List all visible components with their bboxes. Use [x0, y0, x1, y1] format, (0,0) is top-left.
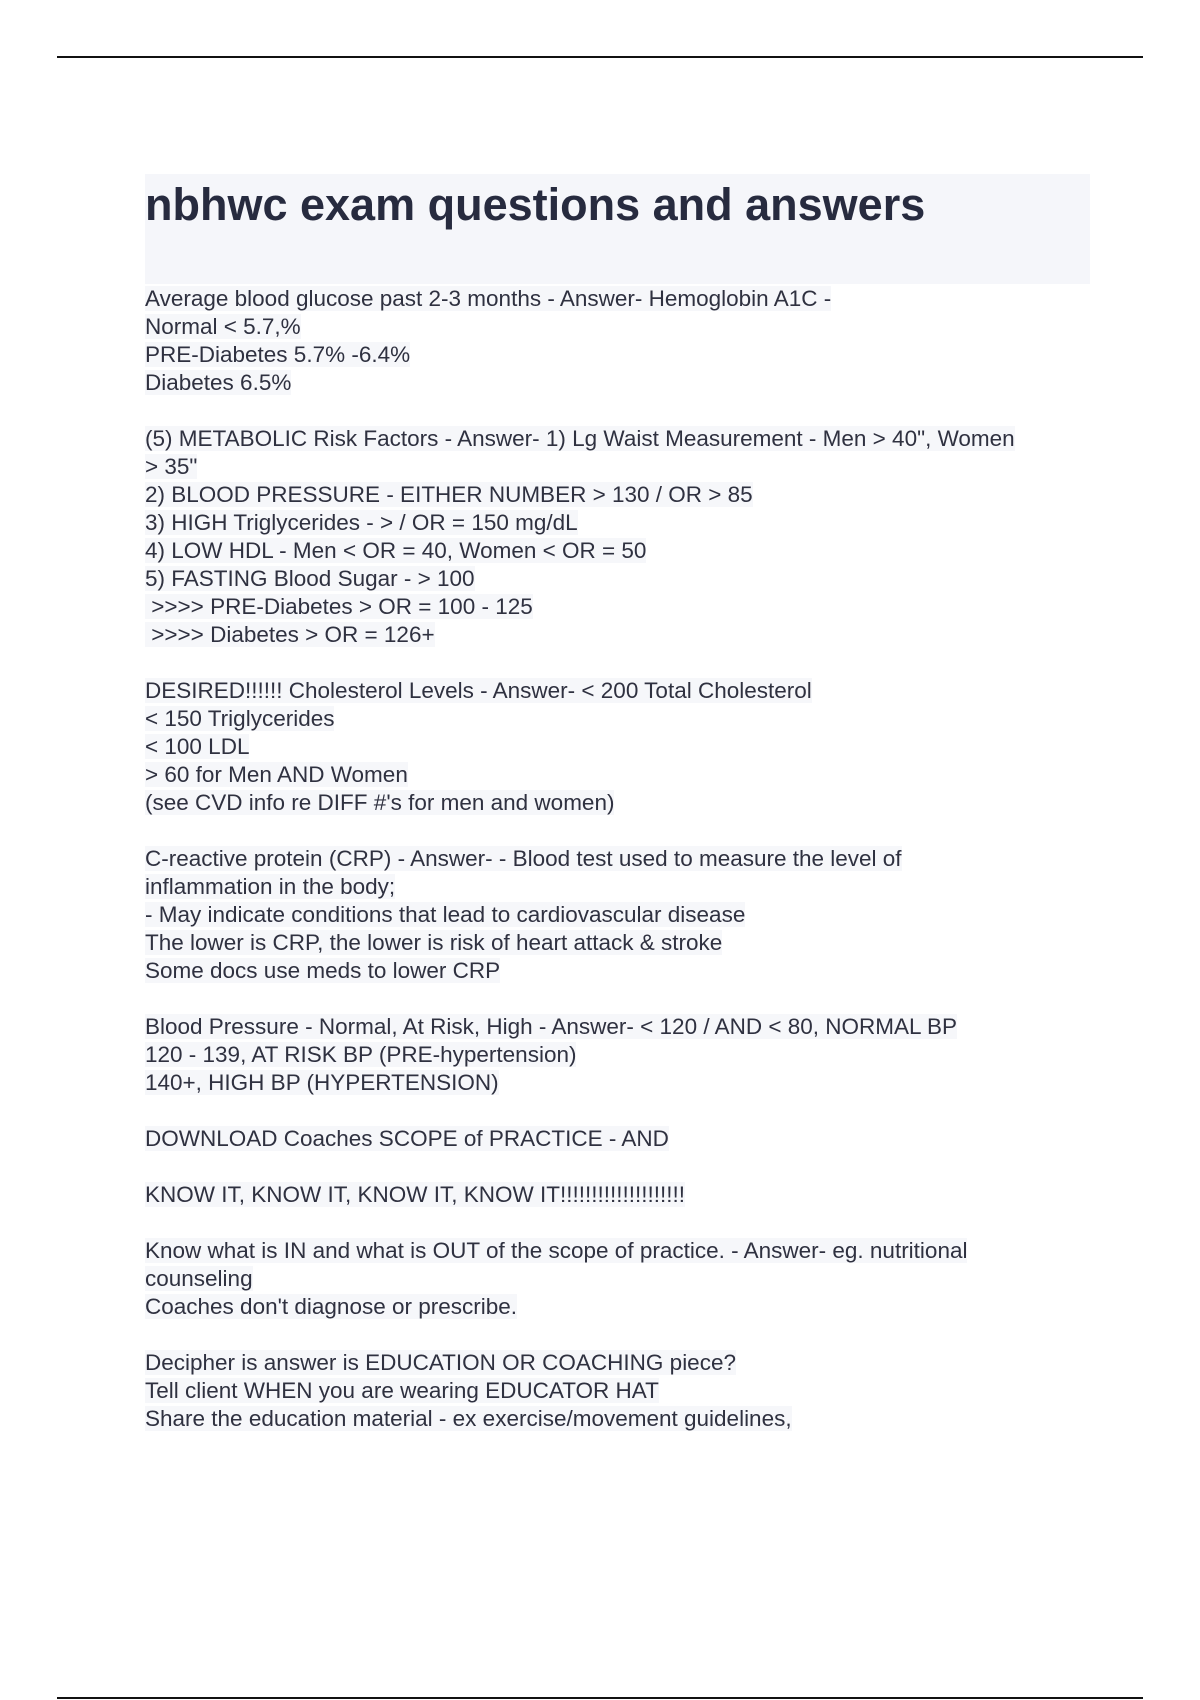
qa-line-text: > 60 for Men AND Women — [145, 762, 408, 787]
qa-line — [145, 1125, 1090, 1153]
qa-line — [145, 1405, 1090, 1433]
top-divider — [57, 56, 1143, 58]
qa-line — [145, 789, 1090, 817]
qa-line-text: C-reactive protein (CRP) - Answer- - Blood test used to measure the level of — [145, 846, 902, 871]
qa-line-text: Some docs use meds to lower CRP — [145, 958, 501, 983]
qa-line-text: Blood Pressure - Normal, At Risk, High - Answer- < 120 / AND < 80, NORMAL BP — [145, 1014, 957, 1039]
qa-line — [145, 873, 1090, 901]
qa-line — [145, 565, 1090, 593]
qa-line-text: The lower is CRP, the lower is risk of heart attack & stroke — [145, 930, 723, 955]
qa-line-text: Diabetes 6.5% — [145, 370, 292, 395]
qa-block — [145, 425, 1090, 649]
qa-line — [145, 929, 1090, 957]
qa-line — [145, 285, 1090, 313]
qa-line — [145, 1349, 1090, 1377]
qa-line — [145, 621, 1090, 649]
qa-line-text: 2) BLOOD PRESSURE - EITHER NUMBER > 130 / OR > 85 — [145, 482, 753, 507]
qa-list — [145, 285, 1090, 1433]
qa-line-text: counseling — [145, 1266, 253, 1291]
qa-line-text: Decipher is answer is EDUCATION OR COACHING piece? — [145, 1350, 736, 1375]
qa-line-text: (5) METABOLIC Risk Factors - Answer- 1) Lg Waist Measurement - Men > 40", Women — [145, 426, 1015, 451]
qa-line — [145, 1069, 1090, 1097]
qa-block — [145, 1181, 1090, 1209]
qa-line — [145, 957, 1090, 985]
qa-block — [145, 1349, 1090, 1433]
qa-line-text: KNOW IT, KNOW IT, KNOW IT, KNOW IT!!!!!!!!!!!!!!!!!!!! — [145, 1182, 686, 1207]
qa-line-text: 140+, HIGH BP (HYPERTENSION) — [145, 1070, 499, 1095]
qa-line-text: Tell client WHEN you are wearing EDUCATOR HAT — [145, 1378, 659, 1403]
qa-block — [145, 1013, 1090, 1097]
qa-line-text: Average blood glucose past 2-3 months - Answer- Hemoglobin A1C - — [145, 286, 832, 311]
qa-line — [145, 1237, 1090, 1265]
qa-line-text: Know what is IN and what is OUT of the scope of practice. - Answer- eg. nutritional — [145, 1238, 968, 1263]
qa-line-text: 4) LOW HDL - Men < OR = 40, Women < OR = 50 — [145, 538, 647, 563]
qa-line-text: Share the education material - ex exercise/movement guidelines, — [145, 1406, 792, 1431]
qa-line-text: >>>> PRE-Diabetes > OR = 100 - 125 — [145, 594, 533, 619]
qa-line-text: DESIRED!!!!!! Cholesterol Levels - Answer- < 200 Total Cholesterol — [145, 678, 812, 703]
qa-line — [145, 509, 1090, 537]
qa-line — [145, 901, 1090, 929]
qa-line — [145, 1181, 1090, 1209]
qa-line — [145, 481, 1090, 509]
qa-line — [145, 761, 1090, 789]
qa-line-text: 5) FASTING Blood Sugar - > 100 — [145, 566, 475, 591]
qa-line-text: >>>> Diabetes > OR = 126+ — [145, 622, 435, 647]
qa-line — [145, 733, 1090, 761]
qa-block — [145, 677, 1090, 817]
qa-line — [145, 1377, 1090, 1405]
qa-block — [145, 1125, 1090, 1153]
qa-line — [145, 313, 1090, 341]
qa-line-text: - May indicate conditions that lead to cardiovascular disease — [145, 902, 746, 927]
qa-line-text: PRE-Diabetes 5.7% -6.4% — [145, 342, 411, 367]
qa-line-text: > 35" — [145, 454, 198, 479]
qa-line — [145, 537, 1090, 565]
document-body — [145, 174, 1090, 1461]
qa-line — [145, 593, 1090, 621]
qa-line — [145, 1265, 1090, 1293]
qa-block — [145, 1237, 1090, 1321]
qa-line-text: (see CVD info re DIFF #'s for men and women) — [145, 790, 615, 815]
qa-line — [145, 1293, 1090, 1321]
qa-line-text: DOWNLOAD Coaches SCOPE of PRACTICE - AND — [145, 1126, 669, 1151]
qa-line-text: < 150 Triglycerides — [145, 706, 335, 731]
qa-line — [145, 705, 1090, 733]
qa-line-text: 120 - 139, AT RISK BP (PRE-hypertension) — [145, 1042, 577, 1067]
qa-line-text: inflammation in the body; — [145, 874, 396, 899]
qa-line — [145, 845, 1090, 873]
qa-line — [145, 677, 1090, 705]
qa-line — [145, 369, 1090, 397]
title-band — [145, 174, 1090, 284]
qa-line — [145, 1013, 1090, 1041]
qa-line-text: 3) HIGH Triglycerides - > / OR = 150 mg/dL — [145, 510, 578, 535]
qa-line — [145, 341, 1090, 369]
qa-line — [145, 425, 1090, 453]
bottom-divider — [57, 1697, 1143, 1699]
qa-line-text: < 100 LDL — [145, 734, 250, 759]
qa-line-text: Normal < 5.7,% — [145, 314, 301, 339]
qa-block — [145, 285, 1090, 397]
qa-line — [145, 1041, 1090, 1069]
document-title: nbhwc exam questions and answers — [145, 179, 926, 230]
qa-block — [145, 845, 1090, 985]
qa-line — [145, 453, 1090, 481]
qa-line-text: Coaches don't diagnose or prescribe. — [145, 1294, 518, 1319]
